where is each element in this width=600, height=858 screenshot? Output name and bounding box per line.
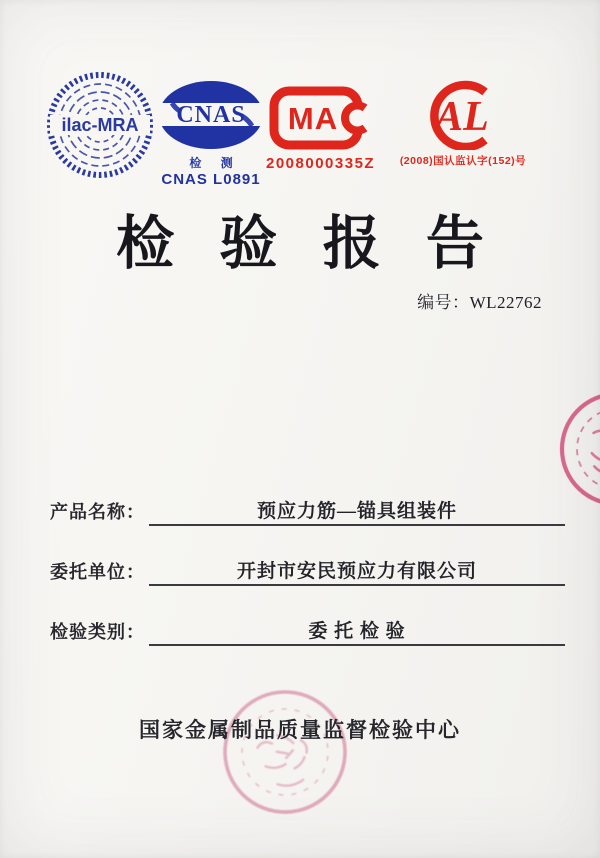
report-number-value: WL22762 xyxy=(469,293,542,312)
cnas-label: CNAS xyxy=(176,102,246,128)
page-title: 检验报告 xyxy=(116,211,530,276)
inspection-type-value: 委 托 检 验 xyxy=(308,621,406,642)
cma-logo xyxy=(266,86,376,172)
ilac-mra-seal-icon xyxy=(45,70,155,180)
al-circle-icon xyxy=(415,80,511,150)
inspection-type-underline xyxy=(149,616,565,646)
report-number xyxy=(417,288,542,313)
client-unit-value: 开封市安民预应力有限公司 xyxy=(236,561,477,582)
product-name-value: 预应力筋—锚具组装件 xyxy=(256,501,457,522)
ilac-mra-logo xyxy=(45,70,155,180)
issuing-organization: 国家金属制品质量监督检验中心 xyxy=(139,718,461,742)
cma-emblem-icon xyxy=(268,86,368,150)
cma-letters: MA xyxy=(287,101,339,136)
cnca-al-logo xyxy=(394,80,532,168)
client-unit-underline xyxy=(149,556,565,586)
client-unit-label: 委托单位： xyxy=(50,562,145,582)
field-row-inspection-type xyxy=(50,616,565,646)
al-letters: AL xyxy=(435,94,489,140)
inspection-type-label: 检验类别： xyxy=(50,622,145,642)
product-name-label: 产品名称： xyxy=(50,502,145,522)
cnas-logo xyxy=(156,78,266,188)
field-row-product-name xyxy=(50,496,565,526)
cnas-registration-number: CNAS L0891 xyxy=(161,171,261,188)
cnas-ellipse-icon xyxy=(156,78,266,152)
field-row-client-unit xyxy=(50,556,565,586)
product-name-underline xyxy=(149,496,565,526)
cma-certificate-number: 2008000335Z xyxy=(266,155,376,172)
cnas-caption-jiance: 检 测 xyxy=(189,156,241,170)
report-number-label: 编号： xyxy=(417,293,470,312)
al-accreditation-number: (2008)国认监认字(152)号 xyxy=(399,155,527,167)
ilac-mra-label: ilac-MRA xyxy=(61,115,139,135)
red-seal-stamp-bottom xyxy=(207,674,364,831)
